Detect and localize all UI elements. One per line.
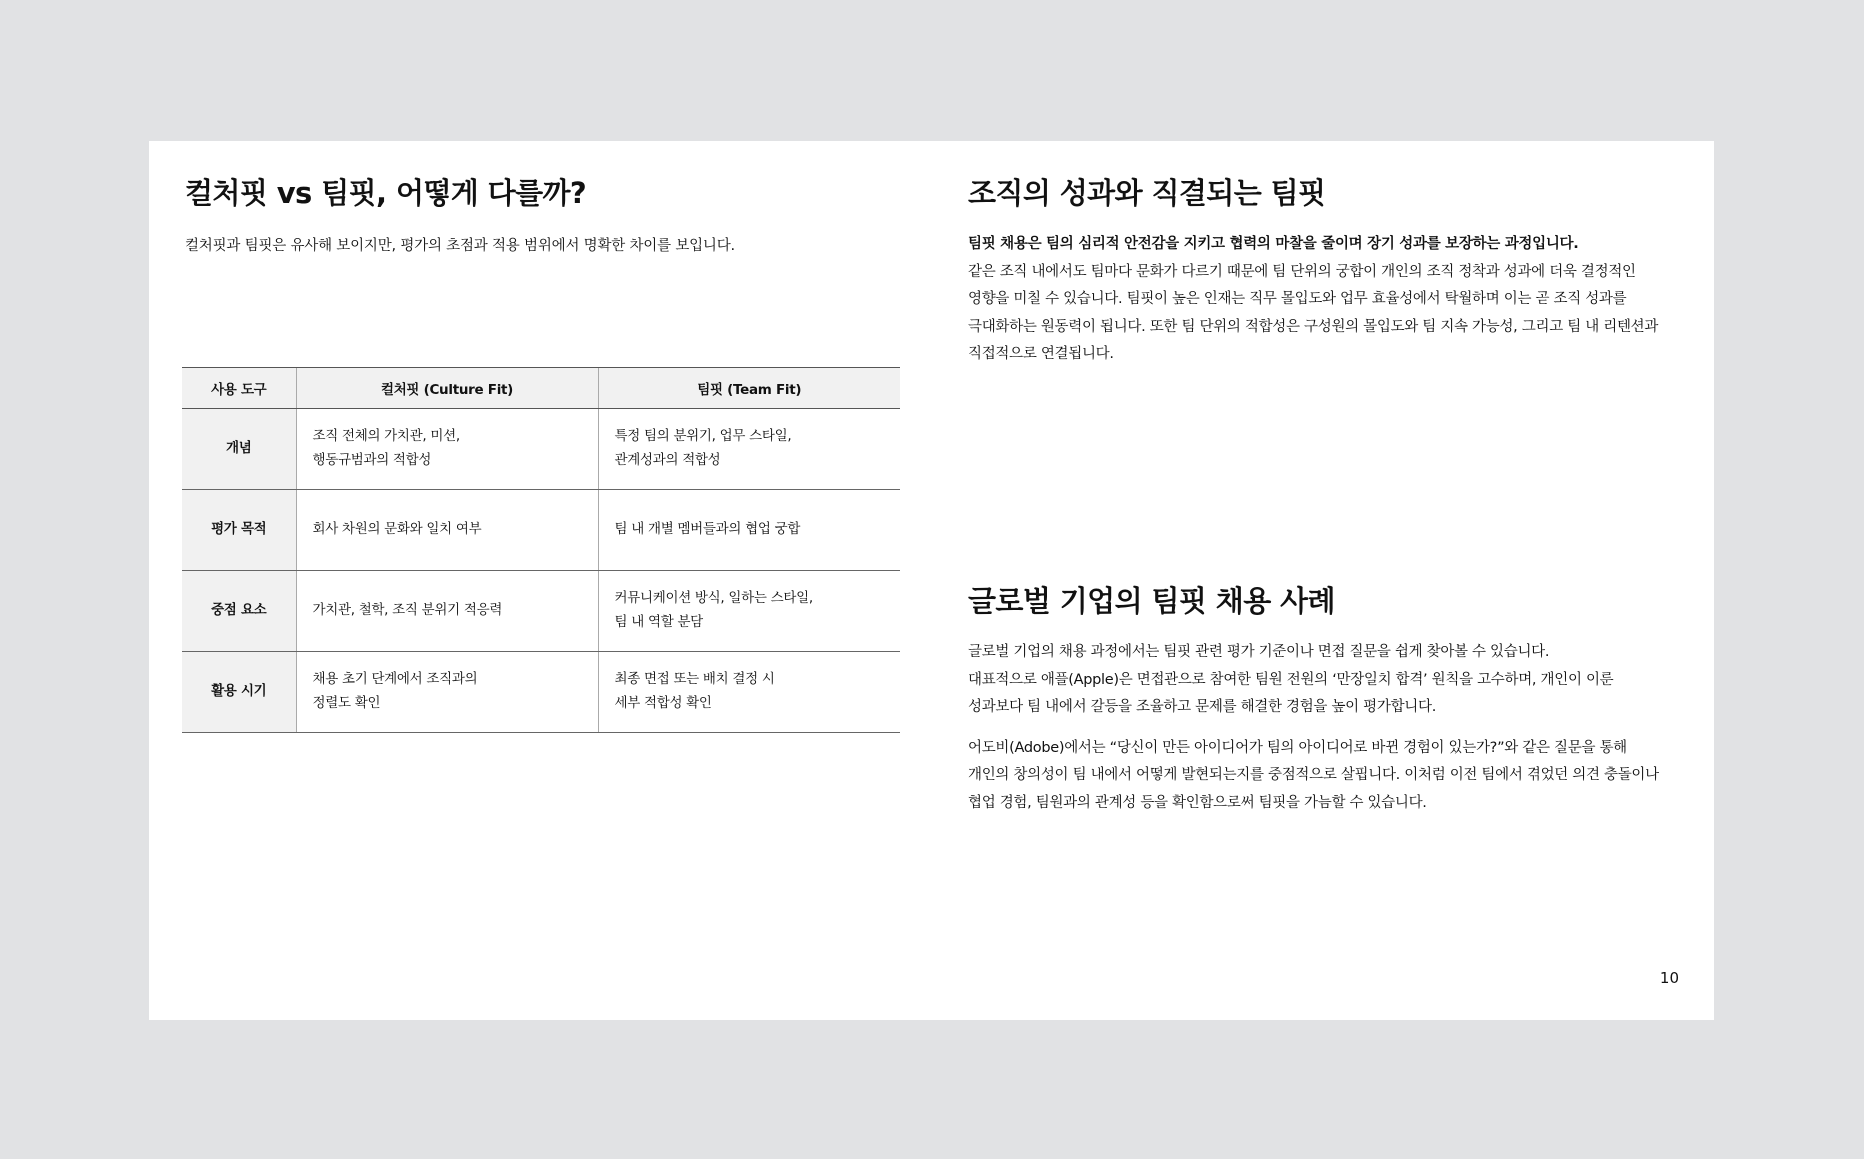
table-row: [182, 409, 900, 490]
section2-line: 개인의 창의성이 팀 내에서 어떻게 발현되는지를 중점적으로 살핍니다. 이처럼 이전 팀에서 겪었던 의견 충돌이나: [968, 767, 1659, 784]
culture-cell: [296, 652, 598, 733]
culture-cell: [296, 409, 598, 490]
row-label: 활용 시기: [182, 652, 296, 733]
section2-line: 협업 경험, 팀원과의 관계성 등을 확인함으로써 팀핏을 가늠할 수 있습니다.: [968, 794, 1427, 811]
right-column: [968, 175, 1678, 811]
cell-line: 특정 팀의 분위기, 업무 스타일,: [614, 428, 792, 445]
section2-body: [968, 639, 1678, 817]
table-header-team: 팀핏 (Team Fit): [598, 368, 900, 409]
cell-line: 팀 내 개별 멤버들과의 협업 궁합: [614, 521, 801, 538]
table-header-tool: 사용 도구: [182, 368, 296, 409]
cell-line: 행동규범과의 적합성: [312, 452, 432, 468]
section2-line: 어도비(Adobe)에서는 “당신이 만든 아이디어가 팀의 아이디어로 바뀐 경험이 있는가?”와 같은 질문을 통해: [968, 739, 1627, 756]
section1-line: 영향을 미칠 수 있습니다. 팀핏이 높은 인재는 직무 몰입도와 업무 효율성에서 탁월하며 이는 곧 조직 성과를: [968, 291, 1627, 308]
section1-lead: 팀핏 채용은 팀의 심리적 안전감을 지키고 협력의 마찰을 줄이며 장기 성과를 보장하는 과정입니다.: [968, 236, 1579, 253]
table-row: [182, 652, 900, 733]
row-label: 중점 요소: [182, 571, 296, 652]
section1-line: 극대화하는 원동력이 됩니다. 또한 팀 단위의 적합성은 구성원의 몰입도와 팀 지속 가능성, 그리고 팀 내 리텐션과: [968, 318, 1659, 335]
left-title: 컬처핏 vs 팀핏, 어떻게 다를까?: [185, 176, 587, 210]
row-label: 개념: [182, 409, 296, 490]
team-cell: [598, 409, 900, 490]
section2-line: 성과보다 팀 내에서 갈등을 조율하고 문제를 해결한 경험을 높이 평가합니다.: [968, 699, 1437, 716]
culture-cell: [296, 490, 598, 571]
paragraph-gap: [968, 722, 1678, 735]
page-number: 10: [1659, 969, 1679, 987]
team-cell: [598, 652, 900, 733]
table-header-culture: 컬처핏 (Culture Fit): [296, 368, 598, 409]
comparison-table: [182, 367, 900, 733]
cell-line: 회사 차원의 문화와 일치 여부: [312, 521, 482, 538]
cell-line: 최종 면접 또는 배치 결정 시: [614, 671, 775, 688]
section2-line: 글로벌 기업의 채용 과정에서는 팀핏 관련 평가 기준이나 면접 질문을 쉽게 찾아볼 수 있습니다.: [968, 644, 1550, 661]
table-row: [182, 571, 900, 652]
section1-body: [968, 231, 1678, 369]
cell-line: 관계성과의 적합성: [614, 452, 721, 468]
section-team-fit-performance: [968, 175, 1678, 369]
team-cell: [598, 571, 900, 652]
team-cell: [598, 490, 900, 571]
document-page: [149, 141, 1714, 1020]
cell-line: 가치관, 철학, 조직 분위기 적응력: [312, 602, 503, 619]
section1-line: 직접적으로 연결됩니다.: [968, 346, 1114, 363]
section2-line: 대표적으로 애플(Apple)은 면접관으로 참여한 팀원 전원의 ‘만장일치 합격’ 원칙을 고수하며, 개인이 이룬: [968, 671, 1614, 688]
cell-line: 세부 적합성 확인: [614, 695, 712, 711]
section1-line: 같은 조직 내에서도 팀마다 문화가 다르기 때문에 팀 단위의 궁합이 개인의 조직 정착과 성과에 더욱 결정적인: [968, 263, 1636, 280]
left-subtitle: 컬처핏과 팀핏은 유사해 보이지만, 평가의 초점과 적용 범위에서 명확한 차이를 보입니다.: [185, 238, 735, 255]
section-global-cases: [968, 583, 1678, 818]
cell-line: 조직 전체의 가치관, 미션,: [312, 428, 460, 445]
section2-title: 글로벌 기업의 팀핏 채용 사례: [968, 584, 1335, 618]
culture-cell: [296, 571, 598, 652]
row-label: 평가 목적: [182, 490, 296, 571]
section1-title: 조직의 성과와 직결되는 팀핏: [968, 176, 1326, 210]
cell-line: 커뮤니케이션 방식, 일하는 스타일,: [614, 590, 813, 607]
table-header-row: [182, 368, 900, 409]
left-column: [185, 175, 903, 261]
cell-line: 정렬도 확인: [312, 695, 381, 711]
cell-line: 팀 내 역할 분담: [614, 614, 703, 630]
table-row: [182, 490, 900, 571]
cell-line: 채용 초기 단계에서 조직과의: [312, 671, 478, 688]
